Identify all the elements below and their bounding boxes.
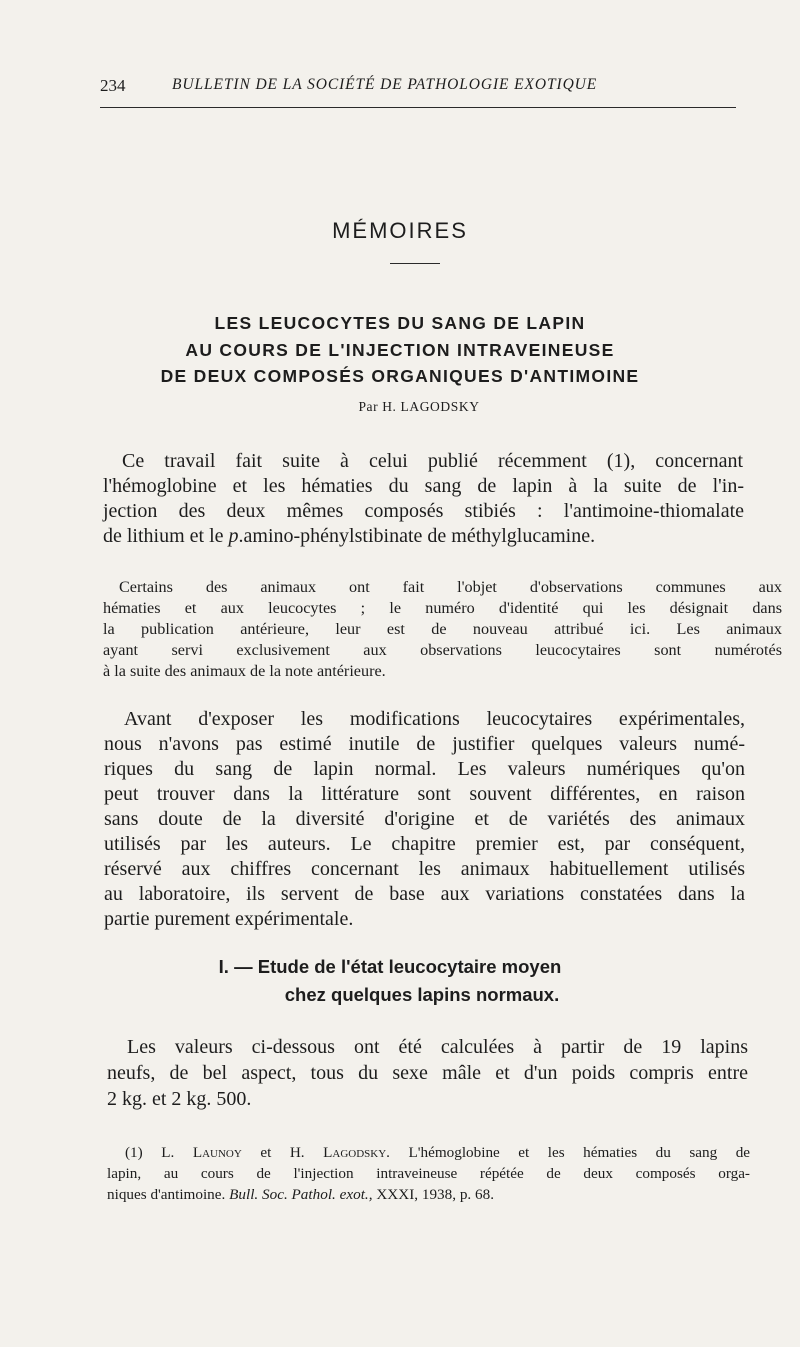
paragraph-4-line: 2 kg. et 2 kg. 500. xyxy=(107,1088,252,1110)
footnote-marker: (1) xyxy=(125,1144,143,1161)
section-title: MÉMOIRES xyxy=(332,218,468,243)
paragraph-2-line: ayant servi exclusivement aux observations leucocytaires sont numérotés xyxy=(103,641,782,659)
paragraph-2-line: la publication antérieure, leur est de nouveau attribué ici. Les animaux xyxy=(103,620,782,638)
paragraph-2-line: hématies et aux leucocytes ; le numéro d'identité qui les désignait dans xyxy=(103,599,782,617)
article-title-line-2: AU COURS DE L'INJECTION INTRAVEINEUSE xyxy=(185,340,615,360)
paragraph-3-line: réservé aux chiffres concernant les animaux habituellement utilisés xyxy=(104,858,745,880)
footnote-line-1 xyxy=(125,1144,750,1162)
paragraph-1-line: jection des deux mêmes composés stibiés : l'antimoine-thiomalate xyxy=(103,500,744,522)
footnote-journal: Bull. Soc. Pathol. exot., xyxy=(229,1186,373,1203)
footnote-line-2: lapin, au cours de l'injection intraveineuse répétée de deux composés orga- xyxy=(107,1165,750,1182)
paragraph-1-line: Ce travail fait suite à celui publié récemment (1), concernant xyxy=(122,450,743,472)
paragraph-2-line: à la suite des animaux de la note antérieure. xyxy=(103,662,386,680)
footnote-author-2: H. Lagodsky. xyxy=(289,1144,390,1161)
journal-title: BULLETIN DE LA SOCIÉTÉ DE PATHOLOGIE EXOTIQUE xyxy=(172,76,598,93)
paragraph-3-line: nous n'avons pas estimé inutile de justifier quelques valeurs numé- xyxy=(104,733,745,755)
running-head xyxy=(100,76,740,100)
paragraph-3-line: Avant d'exposer les modifications leucocytaires expérimentales, xyxy=(124,708,745,730)
paragraph-3-line: au laboratoire, ils servent de base aux variations constatées dans la xyxy=(104,883,745,905)
paragraph-1-last-prefix: de lithium et le xyxy=(103,525,229,547)
paragraph-3-line: riques du sang de lapin normal. Les valeurs numériques qu'on xyxy=(104,758,745,780)
paragraph-3-line: peut trouver dans la littérature sont souvent différentes, en raison xyxy=(104,783,745,805)
title-rule xyxy=(390,263,440,264)
footnote-line-3-prefix: niques d'antimoine. xyxy=(107,1186,226,1203)
paragraph-1-line: l'hémoglobine et les hématies du sang de lapin à la suite de l'in- xyxy=(103,475,744,497)
paragraph-1-last-line xyxy=(103,525,595,548)
footnote-line-1-rest: L'hémoglobine et les hématies du sang de xyxy=(408,1144,751,1161)
paragraph-1-last-suffix: .amino-phénylstibinate de méthylglucamine. xyxy=(238,525,596,547)
paragraph-4-line: Les valeurs ci-dessous ont été calculées à partir de 19 lapins xyxy=(127,1036,748,1058)
subheading-line-1: I. — Etude de l'état leucocytaire moyen xyxy=(218,956,562,977)
paragraph-2-line: Certains des animaux ont fait l'objet d'observations communes aux xyxy=(119,578,782,596)
paragraph-3-line: partie purement expérimentale. xyxy=(104,908,354,930)
byline: Par H. LAGODSKY xyxy=(358,399,480,414)
header-rule xyxy=(100,107,736,108)
paragraph-3-line: utilisés par les auteurs. Le chapitre premier est, par conséquent, xyxy=(104,833,745,855)
paragraph-1-italic: p xyxy=(228,525,239,547)
paragraph-3-line: sans doute de la diversité d'origine et de variétés des animaux xyxy=(104,808,745,830)
footnote-line-3-suffix: XXXI, 1938, p. 68. xyxy=(376,1186,495,1203)
article-title-line-1: LES LEUCOCYTES DU SANG DE LAPIN xyxy=(214,313,586,333)
footnote-conjunction: et xyxy=(260,1144,272,1161)
page-number: 234 xyxy=(100,76,126,95)
footnote-line-3 xyxy=(107,1186,494,1204)
footnote-author-1: L. Launoy xyxy=(161,1144,242,1161)
article-title-line-3: DE DEUX COMPOSÉS ORGANIQUES D'ANTIMOINE xyxy=(160,366,640,386)
paragraph-4-line: neufs, de bel aspect, tous du sexe mâle et d'un poids compris entre xyxy=(107,1062,748,1084)
subheading-line-2: chez quelques lapins normaux. xyxy=(284,984,560,1005)
